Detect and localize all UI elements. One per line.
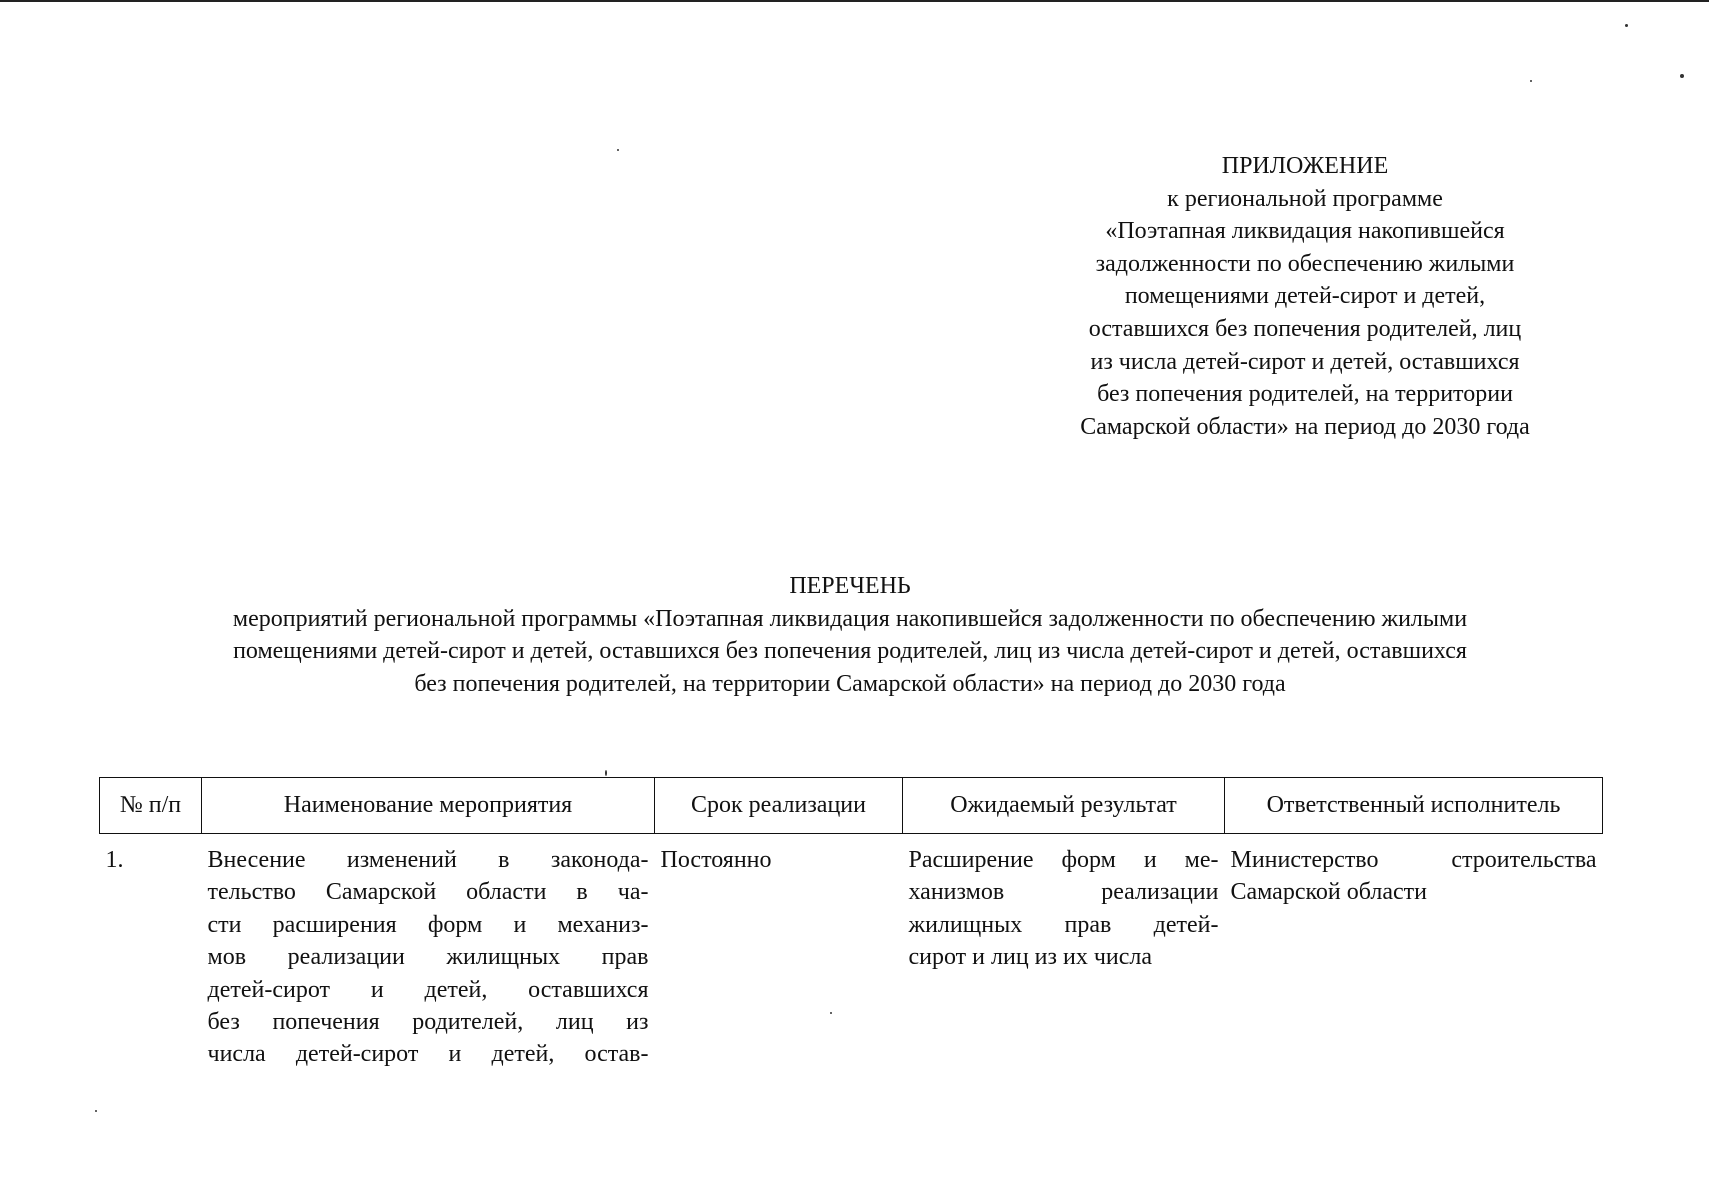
appendix-line: помещениями детей-сирот и детей, — [1124, 283, 1486, 310]
appendix-line: Самарской области» на период до 2030 года — [1080, 413, 1530, 440]
list-heading — [100, 570, 1600, 700]
list-subtitle-line: без попечения родителей, на территории Самарской области» на период до 2030 года — [414, 670, 1286, 697]
appendix-line: без попечения родителей, на территории — [1097, 381, 1513, 408]
scan-speck — [1625, 24, 1628, 27]
appendix-line: оставшихся без попечения родителей, лиц — [1088, 315, 1522, 342]
event-name-line: без попечения родителей, лиц из — [207, 1009, 649, 1036]
list-title: ПЕРЕЧЕНЬ — [789, 573, 911, 599]
appendix-line: из числа детей-сирот и детей, оставшихся — [1090, 348, 1520, 375]
event-name-line: мов реализации жилищных прав — [207, 944, 649, 971]
appendix-line: задолженности по обеспечению жилыми — [1095, 250, 1515, 277]
event-name-line: числа детей-сирот и детей, остав- — [207, 1041, 649, 1068]
event-name-line: сти расширения форм и механиз- — [207, 911, 649, 938]
events-table — [99, 777, 1603, 1071]
appendix-line: к региональной программе — [1167, 185, 1443, 212]
cell-responsible-executor — [1225, 834, 1603, 1071]
appendix-block — [1010, 150, 1600, 443]
result-line: Расширение форм и ме- — [908, 847, 1219, 873]
table-header-row — [100, 778, 1603, 834]
event-name-line: Внесение изменений в законода- — [207, 847, 649, 873]
header-expected-result: Ожидаемый результат — [903, 778, 1225, 834]
header-event-name: Наименование мероприятия — [202, 778, 655, 834]
scan-speck — [1530, 80, 1532, 82]
cell-expected-result — [903, 834, 1225, 1071]
event-name-line: тельство Самарской области в ча- — [207, 879, 649, 906]
executor-line: Самарской области — [1230, 879, 1427, 906]
header-responsible-executor: Ответственный исполнитель — [1225, 778, 1603, 834]
cell-number: 1. — [105, 847, 124, 873]
cell-event-name — [202, 834, 655, 1071]
header-term: Срок реализации — [655, 778, 903, 834]
list-subtitle-line: мероприятий региональной программы «Поэтапная ликвидация накопившейся задолженности по обеспечению жилыми — [232, 605, 1468, 632]
executor-line: Министерство строительства — [1230, 847, 1597, 873]
appendix-title: ПРИЛОЖЕНИЕ — [1221, 153, 1389, 179]
scan-speck — [617, 149, 619, 151]
scan-speck — [605, 770, 607, 776]
event-name-line: детей-сирот и детей, оставшихся — [207, 976, 649, 1003]
scan-speck — [95, 1110, 97, 1112]
scan-speck — [1680, 74, 1684, 78]
scan-edge-line — [0, 0, 1709, 2]
cell-term: Постоянно — [660, 847, 772, 873]
result-line: ханизмов реализации — [908, 879, 1219, 906]
result-line: жилищных прав детей- — [908, 911, 1219, 938]
list-subtitle-line: помещениями детей-сирот и детей, оставшихся без попечения родителей, лиц из числа детей-сирот и детей, оставшихся — [233, 638, 1467, 665]
appendix-line: «Поэтапная ликвидация накопившейся — [1105, 218, 1505, 245]
header-number: № п/п — [100, 778, 202, 834]
table-row — [100, 834, 1603, 1071]
result-line: сирот и лиц из их числа — [908, 944, 1153, 971]
